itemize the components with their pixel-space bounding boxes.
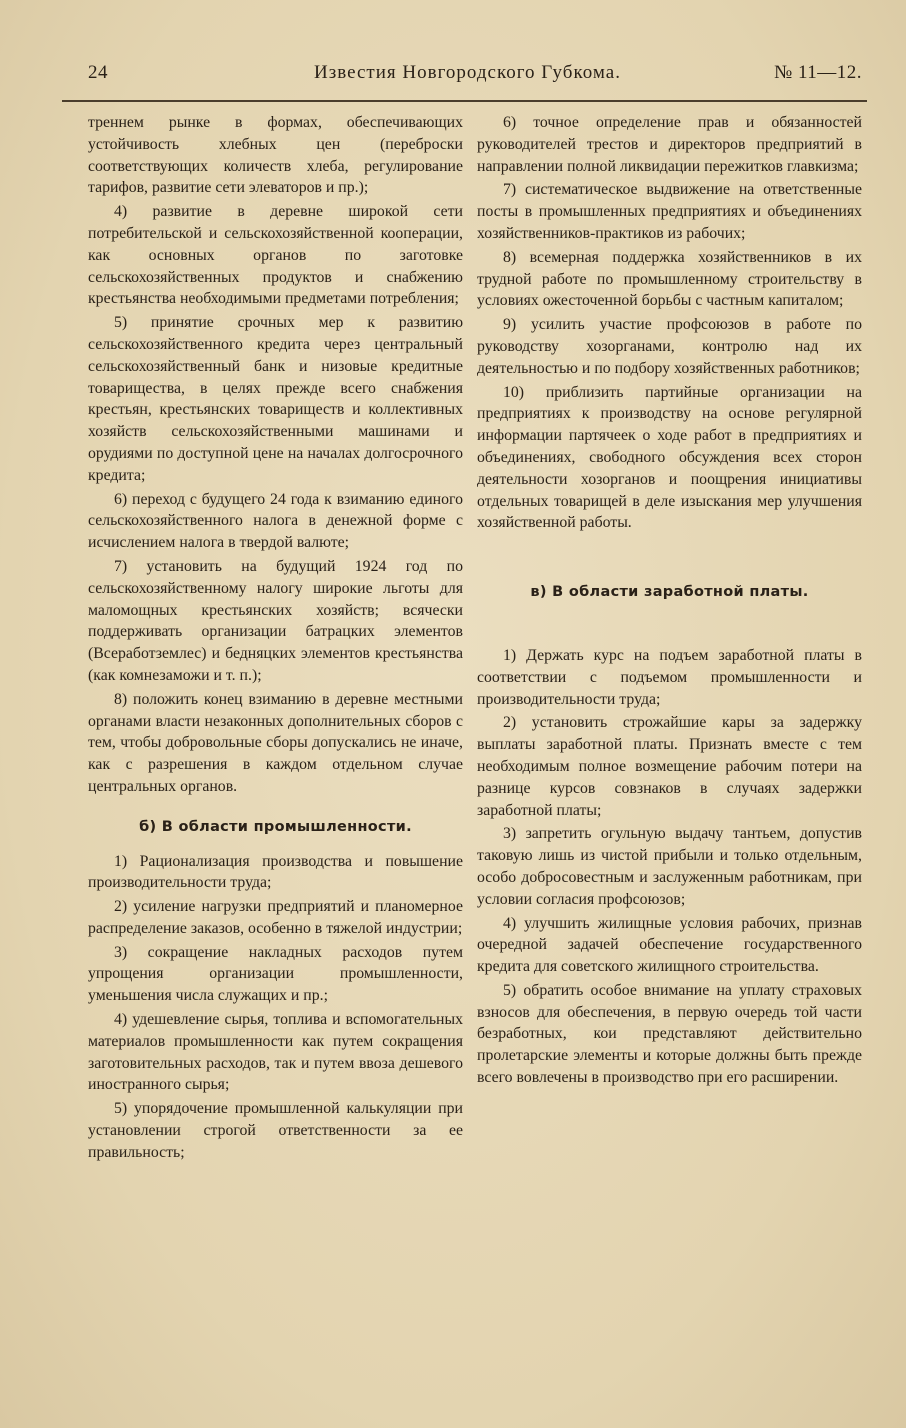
header-rule: [62, 100, 867, 102]
journal-title: Известия Новгородского Губкома.: [314, 62, 621, 83]
list-item: 4) развитие в деревне широкой сети потребительской и сельскохозяйственной кооперации, как основных органов по заготовке сельскохозяйственных продуктов и снабжению крестьянства необходимыми предметами потребления;: [88, 203, 463, 308]
list-item: 5) обратить особое внимание на уплату страховых взносов для обеспечения, в первую очередь той части безработных, кои представляют действительно пролетарские элементы и которые должны быть прежде всего вовлечены в производство при его расширении.: [477, 981, 862, 1087]
list-item: 8) положить конец взиманию в деревне местными органами власти незаконных дополнительных сборов с тем, чтобы добровольные сборы допускались не иначе, как с разрешения в каждом отдельном случае центральных органов.: [88, 690, 463, 795]
right-column: [477, 112, 862, 1089]
section-heading-wages: в) В области заработной платы.: [530, 584, 809, 601]
list-item: 3) запретить огульную выдачу тантьем, допустив таковую лишь из чистой прибыли и только отдельным, особо добросовестным и заслуженным работникам, при условии согласия профсоюзов;: [477, 825, 862, 908]
list-item: 9) усилить участие профсоюзов в работе по руководству хозорганами, контролю над их деятельностью и по подбору хозяйственных работников;: [477, 316, 862, 377]
list-item: 1) Держать курс на подъем заработной платы в соответствии с подъемом промышленности и производительности труда;: [477, 646, 862, 708]
section-heading-industry: б) В области промышленности.: [139, 818, 412, 835]
running-header: [62, 58, 862, 98]
list-item: 3) сокращение накладных расходов путем упрощения организации промышленности, уменьшения числа служащих и пр.;: [88, 943, 463, 1005]
paragraph-continuation: треннем рынке в формах, обеспечивающих устойчивость хлебных цен (переброски соответствующих количеств хлеба, регулирование тарифов, развитие сети элеваторов и пр.);: [88, 114, 463, 197]
list-item: 6) переход с будущего 24 года к взиманию единого сельскохозяйственного налога в денежной форме с исчислением налога в твердой валюте;: [88, 490, 463, 552]
list-item: 1) Рационализация производства и повышение производительности труда;: [88, 852, 463, 892]
list-item: 5) упорядочение промышленной калькуляции при установлении строгой ответственности за ее правильность;: [88, 1100, 463, 1161]
list-item: 7) установить на будущий 1924 год по сельскохозяйственному налогу широкие льготы для маломощных крестьянских хозяйств; всячески поддерживать организации батрацких элементов (Всеработземлес) и бедняцких элементов крестьянства (как комнезаможи и т. п.);: [88, 557, 463, 684]
list-item: 8) всемерная поддержка хозяйственников в их трудной работе по промышленному строительству в условиях ожесточенной борьбы с частным капиталом;: [477, 248, 862, 310]
list-item: 7) систематическое выдвижение на ответственные посты в промышленных предприятиях и объединениях хозяйственников-практиков из рабочих;: [477, 181, 862, 242]
list-item: 2) усиление нагрузки предприятий и планомерное распределение заказов, особенно в тяжелой индустрии;: [88, 898, 463, 937]
list-item: 6) точное определение прав и обязанностей руководителей трестов и директоров предприятий в направлении полной ликвидации пережитков главкизма;: [477, 114, 862, 175]
list-item: 2) установить строжайшие кары за задержку выплаты заработной платы. Признать вместе с тем необходимым полное возмещение рабочим потери на разнице курсов совзнаков в случаях задержки заработной платы;: [477, 714, 862, 819]
list-item: 4) улучшить жилищные условия рабочих, признав очередной задачей обеспечение государственного кредита для советского жилищного строительства.: [477, 914, 862, 976]
list-item: 10) приблизить партийные организации на предприятиях к производству на основе регулярной информации партячеек о ходе работ в предприятиях и объединениях, свободного обсуждения всех сторон деятельности хозорганов и поощрения инициативы отдельных товарищей в деле изыскания мер улучшения хозяйственной работы.: [477, 383, 862, 532]
issue-number: № 11—12.: [774, 62, 862, 83]
page-number: 24: [88, 62, 108, 83]
list-item: 4) удешевление сырья, топлива и вспомогательных материалов промышленности как путем сокращения заготовительных расходов, так и путем ввоза дешевого иностранного сырья;: [88, 1011, 463, 1094]
list-item: 5) принятие срочных мер к развитию сельскохозяйственного кредита через центральный сельскохозяйственный банк и низовые кредитные товарищества, в целях прежде всего снабжения крестьян, крестьянских товариществ и коллективных хозяйств сельскохозяйственными машинами и орудиями по доступной цене на началах долгосрочного кредита;: [88, 314, 463, 484]
left-column: [88, 112, 463, 1164]
